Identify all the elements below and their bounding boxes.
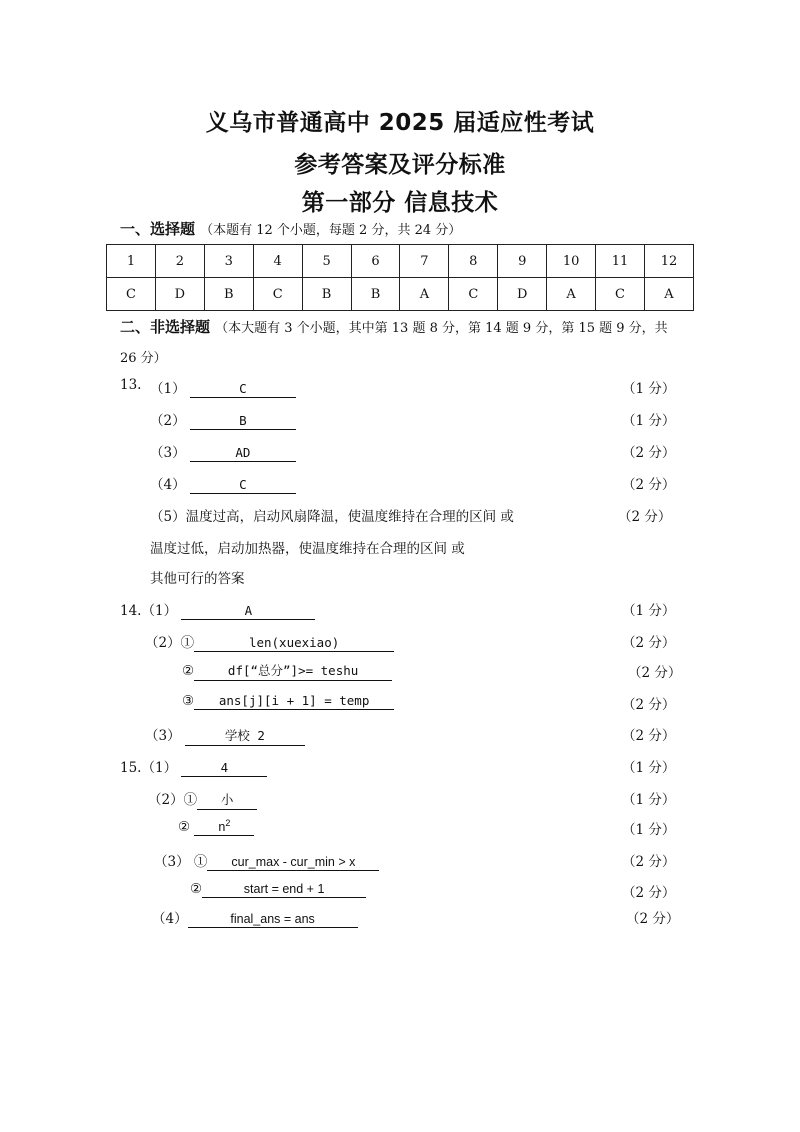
answer-blank: 小 (197, 790, 257, 810)
table-cell: 9 (498, 245, 547, 278)
answer-blank: cur_max - cur_min > x (207, 855, 379, 871)
q14-item2-sub3 (182, 693, 394, 710)
question-number-row (107, 245, 694, 278)
q14-item2-sub1 (145, 631, 394, 652)
answer-blank: A (181, 603, 315, 620)
item-label: （4） (150, 477, 186, 493)
answer-blank: final_ans = ans (188, 912, 358, 928)
table-cell: A (547, 278, 596, 311)
item-label: （3） (145, 728, 181, 744)
table-cell: 10 (547, 245, 596, 278)
table-cell: 5 (302, 245, 351, 278)
points: （1 分） (622, 822, 676, 838)
answer-base: n (218, 820, 226, 835)
q13-item3 (150, 441, 296, 462)
table-cell: 12 (644, 245, 693, 278)
q14-item3 (145, 724, 305, 746)
question-number: 14. (120, 603, 142, 619)
answer-blank: 学校 2 (185, 726, 305, 746)
sub-mark: ① (183, 792, 198, 808)
table-cell: D (498, 278, 547, 311)
q15-item2-sub2 (178, 818, 254, 836)
points: （2 分） (622, 854, 676, 870)
table-cell: 2 (155, 245, 204, 278)
points: （2 分） (622, 477, 676, 493)
points: （2 分） (622, 728, 676, 744)
q15-item2-sub1 (148, 788, 257, 810)
answer-blank: df[“总分”]>= teshu (194, 661, 392, 681)
table-cell: 6 (351, 245, 400, 278)
table-cell: 3 (204, 245, 253, 278)
answer-blank (194, 818, 254, 836)
table-cell: B (351, 278, 400, 311)
q15-item1 (120, 756, 267, 777)
answer-blank: B (190, 413, 296, 430)
section2-note: （本大题有 3 个小题，其中第 13 题 8 分，第 14 题 9 分，第 15 题 9 分，共 (215, 321, 668, 336)
section2-heading: 二、非选择题 (120, 318, 211, 336)
section1-note: （本题有 12 个小题，每题 2 分，共 24 分） (200, 223, 462, 238)
q13-item5-line2: 温度过低，启动加热器，使温度维持在合理的区间 或 (150, 541, 465, 557)
q13-number: 13. (120, 377, 142, 393)
points: （2 分） (622, 635, 676, 651)
q15-item3-sub2 (190, 881, 366, 898)
answer-blank: AD (190, 445, 296, 462)
table-cell: C (107, 278, 156, 311)
exam-title: 义乌市普通高中 2025 届适应性考试 (205, 110, 595, 136)
q14-item2-sub2 (182, 661, 392, 681)
q13-item5-line3: 其他可行的答案 (150, 571, 245, 587)
item-label: （2） (145, 635, 181, 651)
table-cell: 7 (400, 245, 449, 278)
table-cell: 1 (107, 245, 156, 278)
answer-row (107, 278, 694, 311)
points: （1 分） (622, 760, 676, 776)
points: （1 分） (622, 381, 676, 397)
table-cell: B (204, 278, 253, 311)
item-label: （4） (152, 911, 188, 927)
answer-superscript: 2 (225, 818, 231, 828)
table-cell: C (449, 278, 498, 311)
table-cell: B (302, 278, 351, 311)
points: （1 分） (622, 603, 676, 619)
table-cell: 11 (596, 245, 645, 278)
sub-mark: ① (180, 635, 195, 651)
table-cell: C (253, 278, 302, 311)
answer-blank: C (190, 477, 296, 494)
table-cell: A (400, 278, 449, 311)
item-label: （2） (150, 413, 186, 429)
q13-item1 (150, 377, 296, 398)
points: （1 分） (622, 792, 676, 808)
question-number: 15. (120, 760, 142, 776)
answer-key-title: 参考答案及评分标准 (294, 152, 506, 178)
table-cell: C (596, 278, 645, 311)
table-cell: 4 (253, 245, 302, 278)
item-label: （3） (154, 854, 190, 870)
points: （2 分） (622, 697, 676, 713)
item-label: （1） (141, 760, 178, 776)
sub-mark: ① (193, 854, 208, 870)
q13-item4 (150, 473, 296, 494)
item-label: （1） (141, 603, 178, 619)
sub-mark: ② (190, 881, 203, 897)
answer-blank: start = end + 1 (202, 882, 366, 898)
answer-blank: ans[j][i + 1] = temp (194, 693, 394, 710)
answer-blank: C (190, 381, 296, 398)
q13-item2 (150, 409, 296, 430)
part-title: 第一部分 信息技术 (301, 190, 499, 216)
sub-mark: ② (178, 819, 191, 836)
sub-mark: ② (182, 663, 195, 679)
q14-item1 (120, 599, 315, 620)
choice-answer-table (106, 244, 694, 311)
answer-blank: len(xuexiao) (194, 635, 394, 652)
q15-item4 (152, 907, 358, 928)
q13-item5-line1: （5）温度过高，启动风扇降温，使温度维持在合理的区间 或 (150, 509, 514, 525)
section1-heading: 一、选择题 (120, 220, 196, 238)
points: （2 分） (628, 665, 682, 681)
section2-note-cont: 26 分） (120, 351, 167, 366)
points: （2 分） (626, 911, 680, 927)
section2-header (120, 316, 668, 337)
points: （2 分） (618, 509, 672, 525)
points: （2 分） (622, 885, 676, 901)
item-label: （1） (150, 381, 186, 397)
table-cell: D (155, 278, 204, 311)
section1-header (120, 218, 461, 239)
points: （2 分） (622, 445, 676, 461)
item-label: （3） (150, 445, 186, 461)
sub-mark: ③ (182, 693, 195, 709)
points: （1 分） (622, 413, 676, 429)
answer-blank: 4 (181, 760, 267, 777)
table-cell: A (644, 278, 693, 311)
item-label: （2） (148, 792, 184, 808)
q15-item3-sub1 (154, 850, 379, 871)
table-cell: 8 (449, 245, 498, 278)
